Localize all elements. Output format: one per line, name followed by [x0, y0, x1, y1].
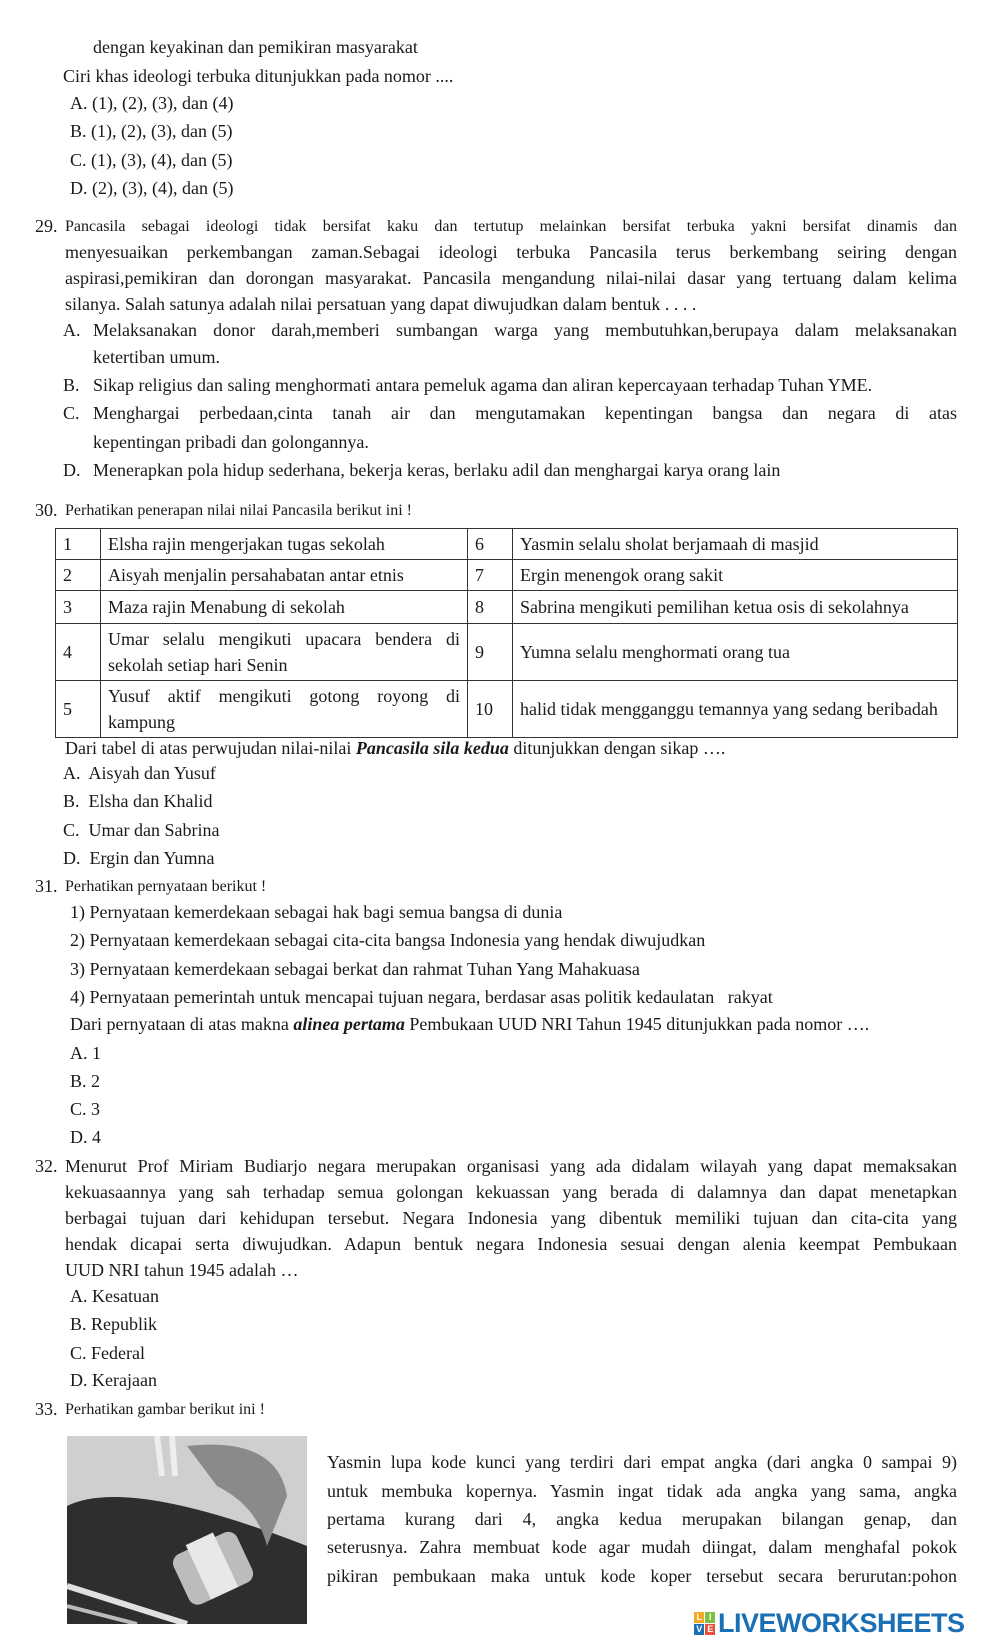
q32-text-line: Menurut Prof Miriam Budiarjo negara merupakan organisasi yang ada didalam wilayah yang dapat memaksakan — [65, 1156, 957, 1176]
cell-number: 10 — [468, 681, 513, 738]
cell-number: 1 — [56, 529, 101, 560]
cell-text: Yasmin selalu sholat berjamaah di masjid — [513, 529, 958, 560]
q30-question-emphasis: Pancasila sila kedua — [355, 738, 509, 758]
option-text: Sikap religius dan saling menghormati antara pemeluk agama dan aliran kepercayaan terhadap Tuhan YME. — [93, 375, 873, 395]
q32-number: 32. — [35, 1156, 58, 1176]
logo-letter: I — [705, 1612, 715, 1623]
cell-number: 4 — [56, 624, 101, 681]
option-letter: D. — [63, 460, 81, 480]
table-row — [56, 529, 958, 560]
option-text: Menerapkan pola hidup sederhana, bekerja keras, berlaku adil dan menghargai karya orang lain — [93, 460, 781, 480]
table-row — [56, 560, 958, 591]
logo-text: LIVEWORKSHEETS — [718, 1607, 965, 1638]
option-letter: A. — [63, 320, 81, 340]
cell-number: 3 — [56, 591, 101, 624]
q33-text-line: seterusnya. Zahra membuat kode agar mudah diingat, dalam menghafal pokok — [327, 1537, 957, 1557]
q29-number: 29. — [35, 216, 58, 236]
q32-text-line: UUD NRI tahun 1945 adalah … — [65, 1260, 299, 1280]
q30-question-post: ditunjukkan dengan sikap …. — [508, 738, 726, 758]
cell-text: Umar selalu mengikuti upacara bendera di sekolah setiap hari Senin — [101, 624, 468, 681]
q31-number: 31. — [35, 876, 58, 896]
q32-text-line: berbagai tujuan dari kehidupan tersebut. Negara Indonesia yang dibentuk memiliki tujuan dan cita-cita yang — [65, 1208, 957, 1228]
q32-option-b[interactable]: B. Republik — [70, 1314, 158, 1334]
logo-letter: L — [694, 1612, 704, 1623]
q31-statement: 3) Pernyataan kemerdekaan sebagai berkat dan rahmat Tuhan Yang Mahakuasa — [70, 959, 640, 979]
q28-option-a[interactable]: A. (1), (2), (3), dan (4) — [70, 93, 234, 113]
q33-text-line: Yasmin lupa kode kunci yang terdiri dari empat angka (dari angka 0 sampai 9) — [327, 1452, 957, 1472]
cell-text: Aisyah menjalin persahabatan antar etnis — [101, 560, 468, 591]
logo-letter: V — [694, 1624, 704, 1635]
q32-option-c[interactable]: C. Federal — [70, 1343, 145, 1363]
cell-text: Yumna selalu menghormati orang tua — [513, 624, 958, 681]
option-text: Menghargai perbedaan,cinta tanah air dan mengutamakan kepentingan bangsa dan negara di atas — [93, 403, 957, 423]
q29-text-line: Pancasila sebagai ideologi tidak bersifat kaku dan tertutup melainkan bersifat terbuka yakni bersifat dinamis dan — [65, 218, 957, 235]
q28-continuation: dengan keyakinan dan pemikiran masyarakat — [93, 37, 418, 57]
option-letter: C. — [63, 403, 80, 423]
q33-stem: Perhatikan gambar berikut ini ! — [65, 1401, 265, 1418]
q31-statement: 4) Pernyataan pemerintah untuk mencapai tujuan negara, berdasar asas politik kedaulatan rakyat — [70, 987, 773, 1007]
q30-option-a[interactable]: A. Aisyah dan Yusuf — [63, 763, 216, 783]
option-letter: B. — [63, 375, 80, 395]
q31-question — [70, 1014, 869, 1034]
q32-text-line: hendak dicapai serta diwujudkan. Adapun bentuk negara Indonesia sesuai dengan alenia keempat Pembukaan — [65, 1234, 957, 1254]
cell-number: 9 — [468, 624, 513, 681]
option-text: ketertiban umum. — [93, 347, 220, 367]
cell-text: Yusuf aktif mengikuti gotong royong di kampung — [101, 681, 468, 738]
q30-option-c[interactable]: C. Umar dan Sabrina — [63, 820, 220, 840]
q31-statement: 1) Pernyataan kemerdekaan sebagai hak bagi semua bangsa di dunia — [70, 902, 563, 922]
cell-number: 6 — [468, 529, 513, 560]
cell-number: 2 — [56, 560, 101, 591]
q33-text-line: pikiran pembukaan maka untuk kode koper tersebut secara berurutan:pohon — [327, 1566, 957, 1586]
q30-option-b[interactable]: B. Elsha dan Khalid — [63, 791, 213, 811]
q33-number: 33. — [35, 1399, 58, 1419]
q30-question-pre: Dari tabel di atas perwujudan nilai-nilai — [65, 738, 356, 758]
option-text: Melaksanakan donor darah,memberi sumbangan warga yang membutuhkan,berupaya dalam melaksanakan — [93, 320, 957, 340]
q31-question-pre: Dari pernyataan di atas makna — [70, 1014, 294, 1034]
q31-stem: Perhatikan pernyataan berikut ! — [65, 878, 267, 895]
cell-text: Maza rajin Menabung di sekolah — [101, 591, 468, 624]
q32-option-d[interactable]: D. Kerajaan — [70, 1370, 157, 1390]
q30-number: 30. — [35, 500, 58, 520]
q30-question — [65, 738, 725, 758]
values-table — [55, 528, 958, 738]
q28-option-b[interactable]: B. (1), (2), (3), dan (5) — [70, 121, 233, 141]
cell-number: 5 — [56, 681, 101, 738]
cell-number: 8 — [468, 591, 513, 624]
q32-text-line: kekuasaannya yang sah terhadap semua golongan kekuassan yang berada di dalamnya dan dapat menetapkan — [65, 1182, 957, 1202]
logo-mark-icon — [694, 1612, 715, 1635]
q30-stem: Perhatikan penerapan nilai nilai Pancasila berikut ini ! — [65, 502, 412, 519]
q31-option-d[interactable]: D. 4 — [70, 1127, 101, 1147]
q28-stem: Ciri khas ideologi terbuka ditunjukkan pada nomor .... — [63, 66, 454, 86]
cell-text: Sabrina mengikuti pemilihan ketua osis di sekolahnya — [513, 591, 958, 624]
logo-letter: E — [705, 1624, 715, 1635]
cell-text: halid tidak mengganggu temannya yang sedang beribadah — [513, 681, 958, 738]
option-text: kepentingan pribadi dan golongannya. — [93, 432, 369, 452]
table-row — [56, 624, 958, 681]
q31-option-c[interactable]: C. 3 — [70, 1099, 101, 1119]
q33-text-line: untuk membuka kopernya. Yasmin ingat tidak ada angka yang sama, angka — [327, 1481, 957, 1501]
q33-text-line: pertama kurang dari 4, angka kedua merupakan bilangan genap, dan — [327, 1509, 957, 1529]
q29-text-line: menyesuaikan perkembangan zaman.Sebagai ideologi terbuka Pancasila terus berkembang seiring dengan — [65, 242, 957, 262]
table-row — [56, 591, 958, 624]
q29-text-line: silanya. Salah satunya adalah nilai persatuan yang dapat diwujudkan dalam bentuk . . . . — [65, 294, 697, 314]
q31-option-a[interactable]: A. 1 — [70, 1043, 101, 1063]
q32-option-a[interactable]: A. Kesatuan — [70, 1286, 159, 1306]
liveworksheets-logo — [694, 1608, 965, 1638]
q28-option-c[interactable]: C. (1), (3), (4), dan (5) — [70, 150, 233, 170]
suitcase-lock-illustration — [67, 1436, 307, 1624]
q30-option-d[interactable]: D. Ergin dan Yumna — [63, 848, 215, 868]
q31-option-b[interactable]: B. 2 — [70, 1071, 101, 1091]
cell-text: Elsha rajin mengerjakan tugas sekolah — [101, 529, 468, 560]
q31-question-post: Pembukaan UUD NRI Tahun 1945 ditunjukkan pada nomor …. — [404, 1014, 870, 1034]
q31-question-emphasis: alinea pertama — [293, 1014, 405, 1034]
cell-number: 7 — [468, 560, 513, 591]
q29-text-line: aspirasi,pemikiran dan dorongan masyarakat. Pancasila mengandung nilai-nilai dasar yang tertuang dalam kelima — [65, 268, 957, 288]
table-row — [56, 681, 958, 738]
cell-text: Ergin menengok orang sakit — [513, 560, 958, 591]
q28-option-d[interactable]: D. (2), (3), (4), dan (5) — [70, 178, 234, 198]
q31-statement: 2) Pernyataan kemerdekaan sebagai cita-cita bangsa Indonesia yang hendak diwujudkan — [70, 930, 706, 950]
suitcase-lock-photo — [67, 1436, 307, 1624]
